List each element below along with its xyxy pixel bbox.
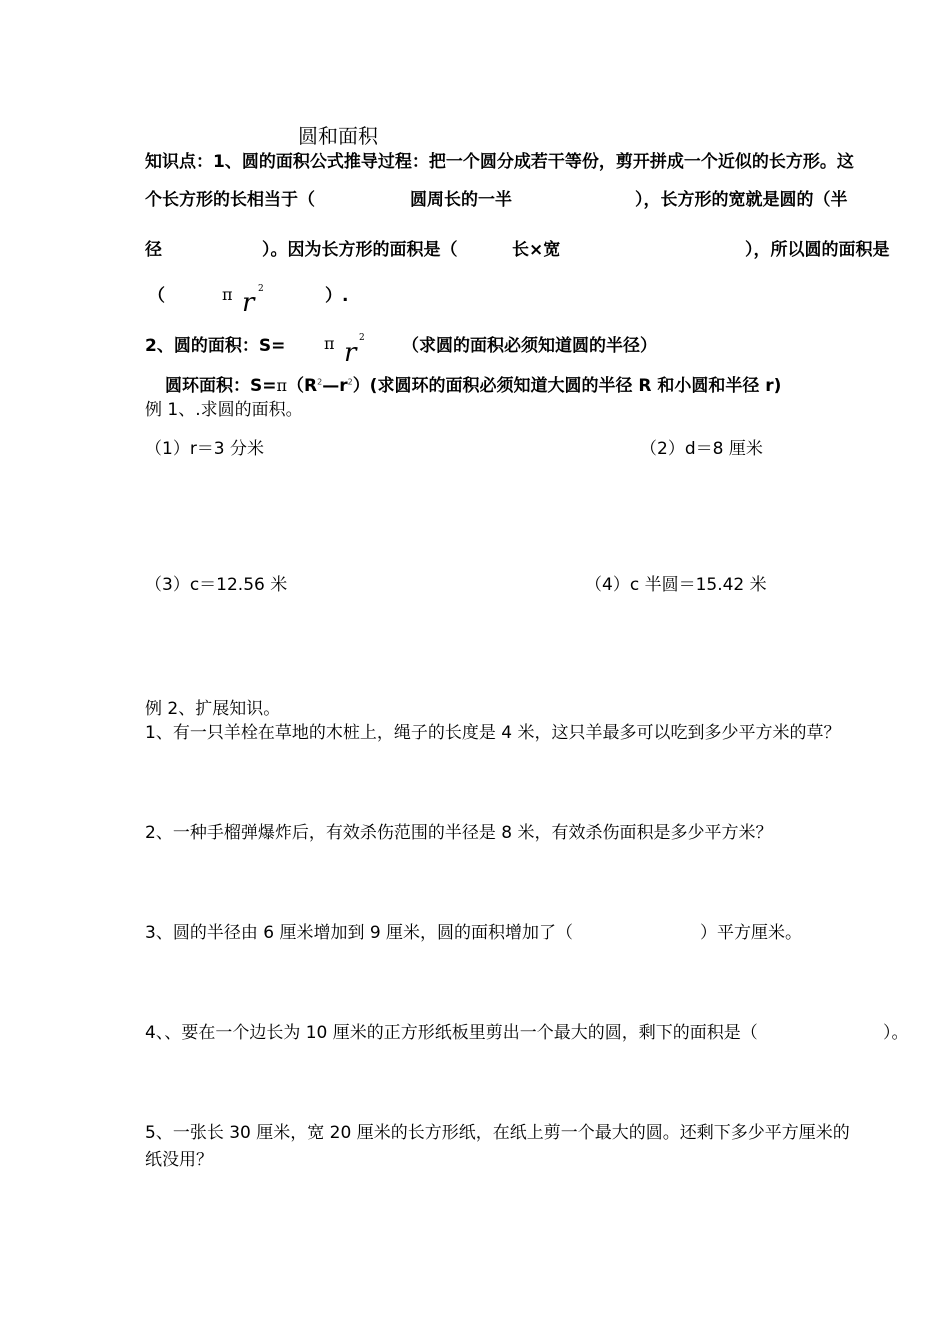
question-5b: 纸没用？ xyxy=(145,1150,213,1170)
question-4b: ）。 xyxy=(883,1023,909,1043)
radius-symbol: r xyxy=(242,288,255,318)
page-title: 圆和面积 xyxy=(298,124,378,148)
knowledge-fill-length: 圆周长的一半 xyxy=(410,190,512,210)
knowledge-line-4-open: （ xyxy=(148,286,165,306)
example-2-heading: 例 2、扩展知识。 xyxy=(145,699,281,719)
radius-symbol: r xyxy=(344,338,357,368)
ring-area-formula: 圆环面积：$S=\pi(R^2—r^2)$(求圆环的面积必须知道大圆的半径 R 和小圆和半径 r) xyxy=(165,376,782,396)
knowledge-line-4-close: ）. xyxy=(325,286,349,306)
example-1-item: （1）r＝3 分米 xyxy=(145,439,265,459)
question-4a: 4、、要在一个边长为 10 厘米的正方形纸板里剪出一个最大的圆，剩下的面积是（ xyxy=(145,1023,758,1043)
knowledge-line-2b: ），长方形的宽就是圆的（半 xyxy=(635,190,848,210)
example-1-heading: 例 1、.求圆的面积。 xyxy=(145,400,303,420)
knowledge-line-3a: 径 xyxy=(145,240,162,260)
knowledge-fill-area: 长×宽 xyxy=(512,240,561,260)
example-1-item: （3）c＝12.56 米 xyxy=(145,575,288,595)
question-3a: 3、圆的半径由 6 厘米增加到 9 厘米，圆的面积增加了（ xyxy=(145,923,574,943)
question-1: 1、有一只羊栓在草地的木桩上，绳子的长度是 4 米，这只羊最多可以吃到多少平方米的草？ xyxy=(145,723,841,743)
question-5a: 5、一张长 30 厘米，宽 20 厘米的长方形纸，在纸上剪一个最大的圆。还剩下多少平方厘米的 xyxy=(145,1123,850,1143)
question-2: 2、一种手榴弹爆炸后，有效杀伤范围的半径是 8 米，有效杀伤面积是多少平方米？ xyxy=(145,823,773,843)
knowledge-line-2a: 个长方形的长相当于（ xyxy=(145,190,315,210)
knowledge-line-3b: ）。因为长方形的面积是（ xyxy=(262,240,458,260)
example-1-item: （2）d＝8 厘米 xyxy=(640,439,763,459)
square-exponent: 2 xyxy=(347,377,353,387)
area-formula-label: 2、圆的面积：S= xyxy=(145,336,286,356)
square-exponent: 2 xyxy=(258,284,264,294)
square-exponent: 2 xyxy=(317,377,323,387)
knowledge-line-3c: ），所以圆的面积是 xyxy=(745,240,890,260)
square-exponent: 2 xyxy=(359,333,365,343)
area-formula-note: （求圆的面积必须知道圆的半径） xyxy=(402,336,657,356)
pi-symbol: π xyxy=(324,334,335,353)
knowledge-line-1: 知识点：1、圆的面积公式推导过程：把一个圆分成若干等份，剪开拼成一个近似的长方形。这 xyxy=(145,152,854,172)
example-1-item: （4）c 半圆＝15.42 米 xyxy=(585,575,767,595)
question-3b: ）平方厘米。 xyxy=(700,923,802,943)
pi-symbol: π xyxy=(276,376,288,395)
pi-symbol: π xyxy=(222,285,233,304)
